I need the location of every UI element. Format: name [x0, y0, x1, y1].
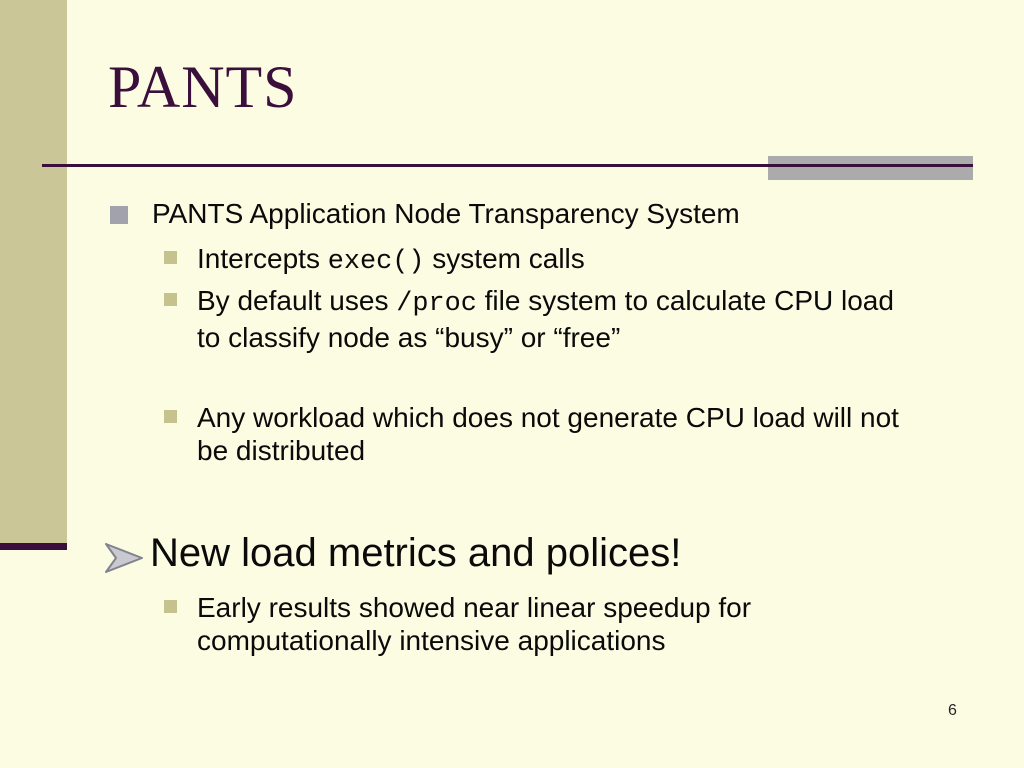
- inline-code: exec(): [327, 247, 425, 277]
- bullet-square-icon: [164, 293, 177, 306]
- page-number: 6: [948, 702, 957, 719]
- bullet-text-level2: [197, 284, 917, 354]
- bullet-text-segment: file system to calculate CPU load to classify node as “busy” or “free”: [197, 285, 894, 353]
- left-sidebar-decoration: [0, 0, 67, 543]
- inline-code: /proc: [396, 289, 477, 319]
- bullet-square-icon: [164, 410, 177, 423]
- section-heading: New load metrics and polices!: [150, 531, 682, 575]
- title-accent-bar: [768, 156, 973, 180]
- title-rule-line: [42, 164, 973, 167]
- arrow-bullet-icon: [103, 541, 145, 575]
- bullet-text-segment: By default uses: [197, 285, 397, 316]
- bullet-text-level2: [197, 242, 957, 279]
- bullet-text-level2: Early results showed near linear speedup for computationally intensive applications: [197, 592, 752, 657]
- bullet-text-level1: PANTS Application Node Transparency System: [152, 198, 740, 229]
- bullet-square-icon: [164, 600, 177, 613]
- bullet-text-segment: Intercepts: [197, 243, 328, 274]
- left-sidebar-underline: [0, 543, 67, 550]
- slide-title: PANTS: [108, 54, 298, 120]
- bullet-square-icon: [164, 251, 177, 264]
- bullet-text-segment: system calls: [424, 243, 585, 274]
- bullet-text-level2: Any workload which does not generate CPU load will not be distributed: [197, 402, 899, 467]
- bullet-square-icon: [110, 206, 128, 224]
